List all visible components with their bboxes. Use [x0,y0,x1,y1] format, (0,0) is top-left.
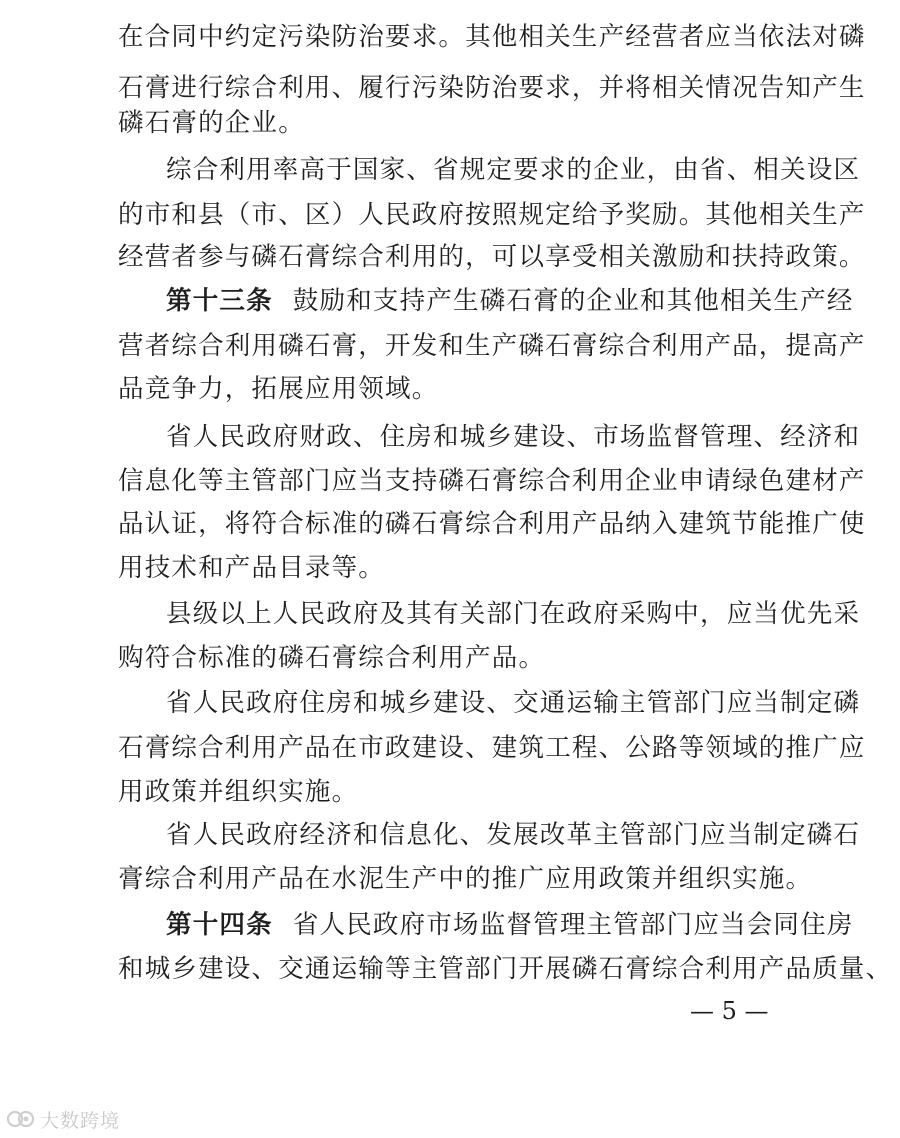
paragraph-line: 县级以上人民政府及其有关部门在政府采购中，应当优先采 [166,599,861,629]
paragraph-line: 用政策并组织实施。 [118,777,359,807]
paragraph-line: 品竞争力，拓展应用领域。 [118,374,439,404]
paragraph-line: 磷石膏的企业。 [118,108,305,138]
paragraph-line: 石膏进行综合利用、履行污染防治要求，并将相关情况告知产生 [118,73,866,103]
paragraph-line: 省人民政府住房和城乡建设、交通运输主管部门应当制定磷 [166,688,861,718]
paragraph-line: 省人民政府财政、住房和城乡建设、市场监督管理、经济和 [166,422,861,452]
page-number: — 5 — [690,997,769,1025]
paragraph-line: 和城乡建设、交通运输等主管部门开展磷石膏综合利用产品质量、 [118,954,893,984]
paragraph-line: 经营者参与磷石膏综合利用的，可以享受相关激励和扶持政策。 [118,242,866,272]
article-heading-line: 第十四条 省人民政府市场监督管理主管部门应当会同住房 [166,910,854,940]
paragraph-line: 在合同中约定污染防治要求。其他相关生产经营者应当依法对磷 [118,22,866,52]
paragraph-line: 省人民政府经济和信息化、发展改革主管部门应当制定磷石 [166,820,861,850]
watermark [6,1104,120,1134]
paragraph-line: 品认证，将符合标准的磷石膏综合利用产品纳入建筑节能推广使 [118,509,866,539]
paragraph-line: 用技术和产品目录等。 [118,553,386,583]
paragraph-line: 营者综合利用磷石膏，开发和生产磷石膏综合利用产品，提高产 [118,331,866,361]
watermark-text: 大数跨境 [40,1109,121,1132]
paragraph-line: 石膏综合利用产品在市政建设、建筑工程、公路等领域的推广应 [118,733,866,763]
paragraph-line: 信息化等主管部门应当支持磷石膏综合利用企业申请绿色建材产 [118,466,866,496]
paragraph-line: 膏综合利用产品在水泥生产中的推广应用政策并组织实施。 [118,864,813,894]
brand-logo-icon [6,1106,36,1132]
paragraph-line: 购符合标准的磷石膏综合利用产品。 [118,643,546,673]
paragraph-line: 综合利用率高于国家、省规定要求的企业，由省、相关设区 [166,155,861,185]
article-heading-line: 第十三条 鼓励和支持产生磷石膏的企业和其他相关生产经 [166,286,854,316]
paragraph-line: 的市和县（市、区）人民政府按照规定给予奖励。其他相关生产 [118,200,866,230]
article-label-14: 第十四条 [166,910,273,940]
article-label-13: 第十三条 [166,286,273,316]
